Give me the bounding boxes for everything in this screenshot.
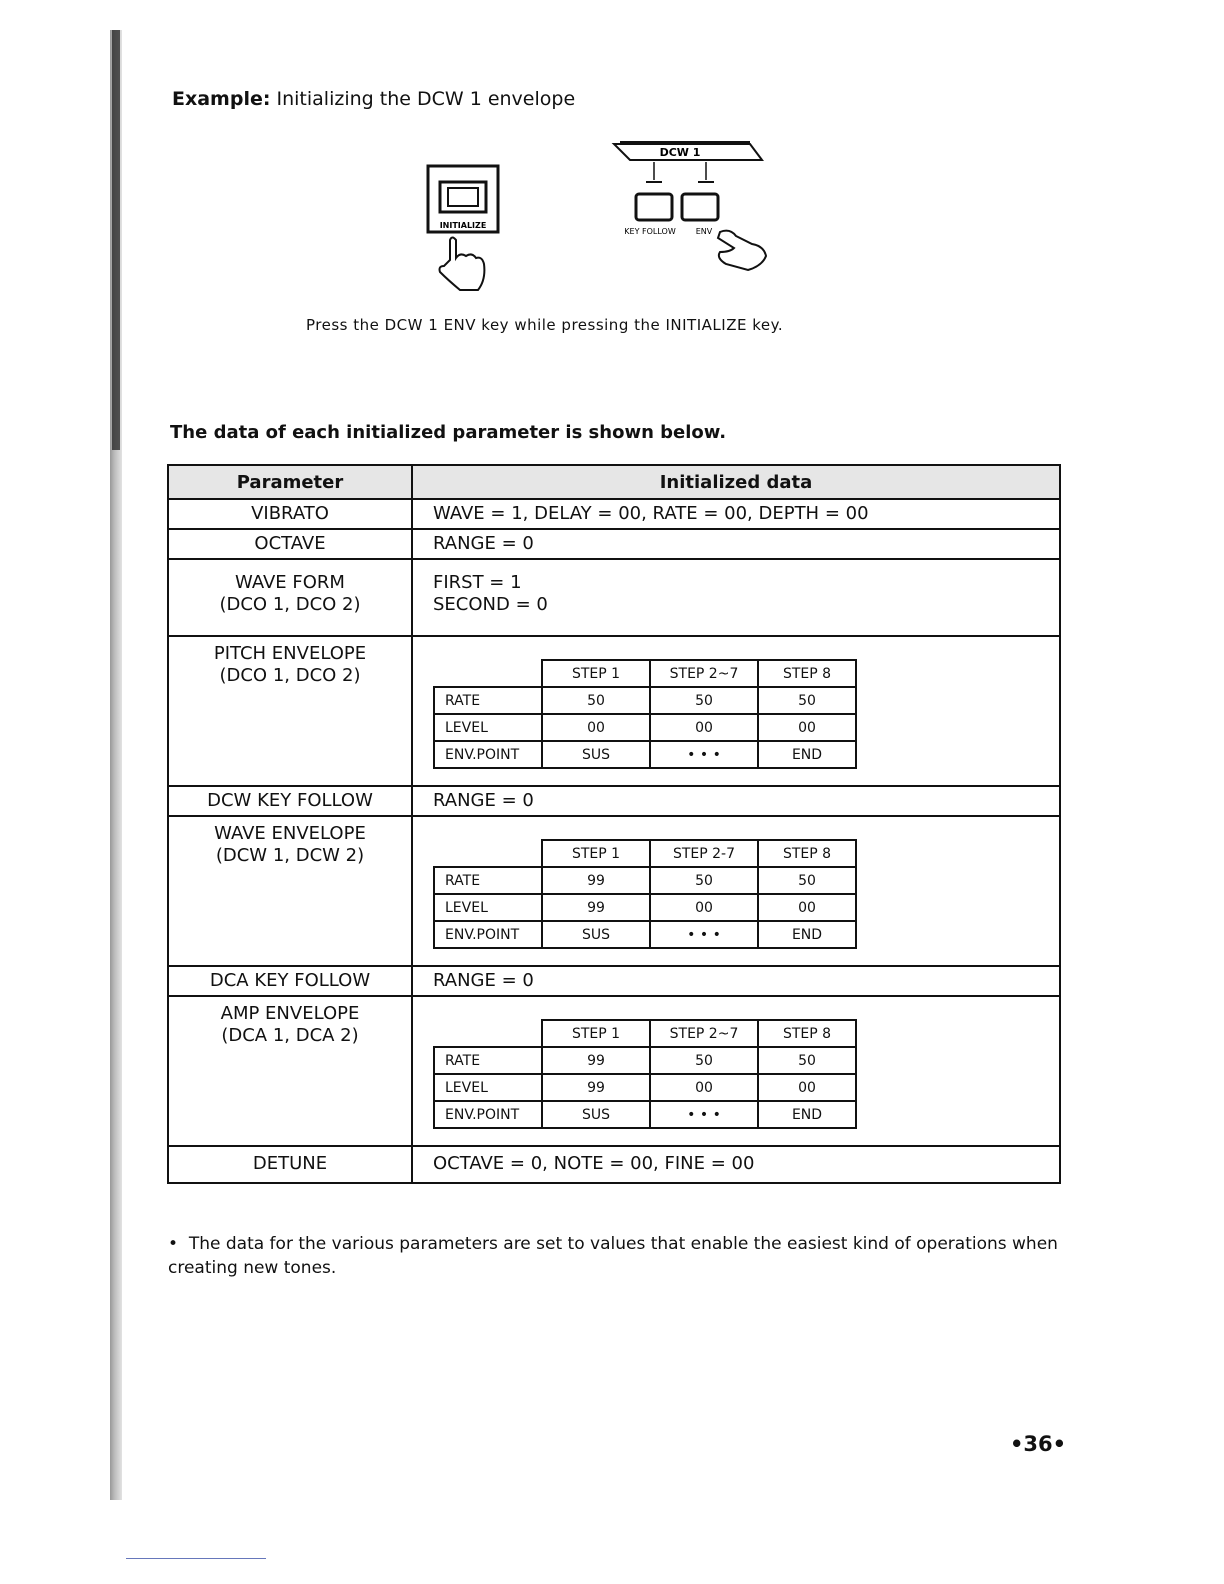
param-octave: OCTAVE <box>168 529 412 559</box>
wave-envpoint-step2-7: • • • <box>650 921 758 948</box>
param-vibrato: VIBRATO <box>168 499 412 529</box>
amp-rate-step8: 50 <box>758 1047 856 1074</box>
page-binding-shadow <box>112 30 120 450</box>
amp-level-step2-7: 00 <box>650 1074 758 1101</box>
data-dcw-key-follow: RANGE = 0 <box>412 786 1060 816</box>
data-waveform-second: SECOND = 0 <box>433 594 548 615</box>
wave-envelope-subtable <box>433 839 857 949</box>
table-row <box>168 636 1060 786</box>
data-detune: OCTAVE = 0, NOTE = 00, FINE = 00 <box>412 1146 1060 1183</box>
param-waveform <box>168 559 412 636</box>
data-vibrato: WAVE = 1, DELAY = 00, RATE = 00, DEPTH = 00 <box>412 499 1060 529</box>
table-intro: The data of each initialized parameter is shown below. <box>170 422 727 443</box>
table-row <box>168 786 1060 816</box>
amp-envpoint-step1: SUS <box>542 1101 650 1128</box>
key-press-illustration <box>420 140 780 300</box>
param-pitch-envelope <box>168 636 412 786</box>
wave-step1-header: STEP 1 <box>542 840 650 867</box>
wave-level-step8: 00 <box>758 894 856 921</box>
initialized-data-table <box>167 464 1061 1184</box>
footer-rule <box>126 1558 266 1559</box>
pitch-step8-header: STEP 8 <box>758 660 856 687</box>
wave-rate-label: RATE <box>434 867 542 894</box>
footnote <box>168 1232 1068 1280</box>
key-follow-label: KEY FOLLOW <box>624 227 676 236</box>
wave-envpoint-label: ENV.POINT <box>434 921 542 948</box>
wave-envpoint-step8: END <box>758 921 856 948</box>
wave-rate-step2-7: 50 <box>650 867 758 894</box>
amp-envpoint-step2-7: • • • <box>650 1101 758 1128</box>
initialize-key-label: INITIALIZE <box>439 221 487 230</box>
data-dca-key-follow: RANGE = 0 <box>412 966 1060 996</box>
amp-rate-step1: 99 <box>542 1047 650 1074</box>
wave-level-label: LEVEL <box>434 894 542 921</box>
param-amp-env-line2: (DCA 1, DCA 2) <box>221 1025 359 1046</box>
example-text: Initializing the DCW 1 envelope <box>276 88 576 110</box>
table-row <box>168 816 1060 966</box>
pitch-rate-step2-7: 50 <box>650 687 758 714</box>
wave-envpoint-step1: SUS <box>542 921 650 948</box>
table-row <box>168 559 1060 636</box>
header-initialized-data: Initialized data <box>412 465 1060 499</box>
pitch-level-step1: 00 <box>542 714 650 741</box>
amp-step2-7-header: STEP 2~7 <box>650 1020 758 1047</box>
table-row <box>168 499 1060 529</box>
pitch-rate-step1: 50 <box>542 687 650 714</box>
data-pitch-envelope <box>412 636 1060 786</box>
wave-step2-7-header: STEP 2-7 <box>650 840 758 867</box>
amp-level-label: LEVEL <box>434 1074 542 1101</box>
param-amp-envelope <box>168 996 412 1146</box>
wave-level-step1: 99 <box>542 894 650 921</box>
param-waveform-line2: (DCO 1, DCO 2) <box>219 594 361 615</box>
param-detune: DETUNE <box>168 1146 412 1183</box>
instruction-caption: Press the DCW 1 ENV key while pressing the INITIALIZE key. <box>306 316 784 334</box>
wave-rate-step1: 99 <box>542 867 650 894</box>
amp-level-step1: 99 <box>542 1074 650 1101</box>
param-dca-key-follow: DCA KEY FOLLOW <box>168 966 412 996</box>
pitch-rate-step8: 50 <box>758 687 856 714</box>
data-waveform <box>412 559 1060 636</box>
pitch-envelope-subtable <box>433 659 857 769</box>
amp-level-step8: 00 <box>758 1074 856 1101</box>
env-key <box>682 194 718 220</box>
footnote-text: The data for the various parameters are set to values that enable the easiest kind of operations when creating new tones. <box>168 1234 1058 1278</box>
header-parameter: Parameter <box>168 465 412 499</box>
pitch-step2-7-header: STEP 2~7 <box>650 660 758 687</box>
pitch-envpoint-step1: SUS <box>542 741 650 768</box>
pitch-envpoint-step2-7: • • • <box>650 741 758 768</box>
example-label: Example: <box>172 88 271 110</box>
key-follow-key <box>636 194 672 220</box>
param-waveform-line1: WAVE FORM <box>235 572 345 593</box>
wave-step8-header: STEP 8 <box>758 840 856 867</box>
finger-icon <box>718 231 766 270</box>
amp-step8-header: STEP 8 <box>758 1020 856 1047</box>
dcw1-panel-label: DCW 1 <box>659 146 701 159</box>
table-header-row <box>168 465 1060 499</box>
pitch-level-step8: 00 <box>758 714 856 741</box>
data-wave-envelope <box>412 816 1060 966</box>
example-heading <box>172 88 575 110</box>
wave-level-step2-7: 00 <box>650 894 758 921</box>
data-waveform-first: FIRST = 1 <box>433 572 522 593</box>
amp-rate-step2-7: 50 <box>650 1047 758 1074</box>
pitch-envpoint-label: ENV.POINT <box>434 741 542 768</box>
param-pitch-env-line2: (DCO 1, DCO 2) <box>219 665 361 686</box>
table-row <box>168 966 1060 996</box>
wave-rate-step8: 50 <box>758 867 856 894</box>
pitch-rate-label: RATE <box>434 687 542 714</box>
param-pitch-env-line1: PITCH ENVELOPE <box>213 643 367 664</box>
page-number: •36• <box>1010 1432 1067 1456</box>
finger-icon <box>440 238 485 291</box>
amp-envelope-subtable <box>433 1019 857 1129</box>
param-wave-env-line2: (DCW 1, DCW 2) <box>215 845 365 866</box>
amp-step1-header: STEP 1 <box>542 1020 650 1047</box>
table-row <box>168 996 1060 1146</box>
table-row <box>168 1146 1060 1183</box>
param-wave-env-line1: WAVE ENVELOPE <box>214 823 366 844</box>
pitch-level-step2-7: 00 <box>650 714 758 741</box>
data-amp-envelope <box>412 996 1060 1146</box>
amp-envpoint-label: ENV.POINT <box>434 1101 542 1128</box>
pitch-envpoint-step8: END <box>758 741 856 768</box>
param-dcw-key-follow: DCW KEY FOLLOW <box>168 786 412 816</box>
param-wave-envelope <box>168 816 412 966</box>
env-label: ENV <box>695 227 713 236</box>
bullet-icon: • <box>168 1234 189 1254</box>
pitch-step1-header: STEP 1 <box>542 660 650 687</box>
param-amp-env-line1: AMP ENVELOPE <box>220 1003 360 1024</box>
amp-envpoint-step8: END <box>758 1101 856 1128</box>
data-octave: RANGE = 0 <box>412 529 1060 559</box>
amp-rate-label: RATE <box>434 1047 542 1074</box>
table-row <box>168 529 1060 559</box>
pitch-level-label: LEVEL <box>434 714 542 741</box>
